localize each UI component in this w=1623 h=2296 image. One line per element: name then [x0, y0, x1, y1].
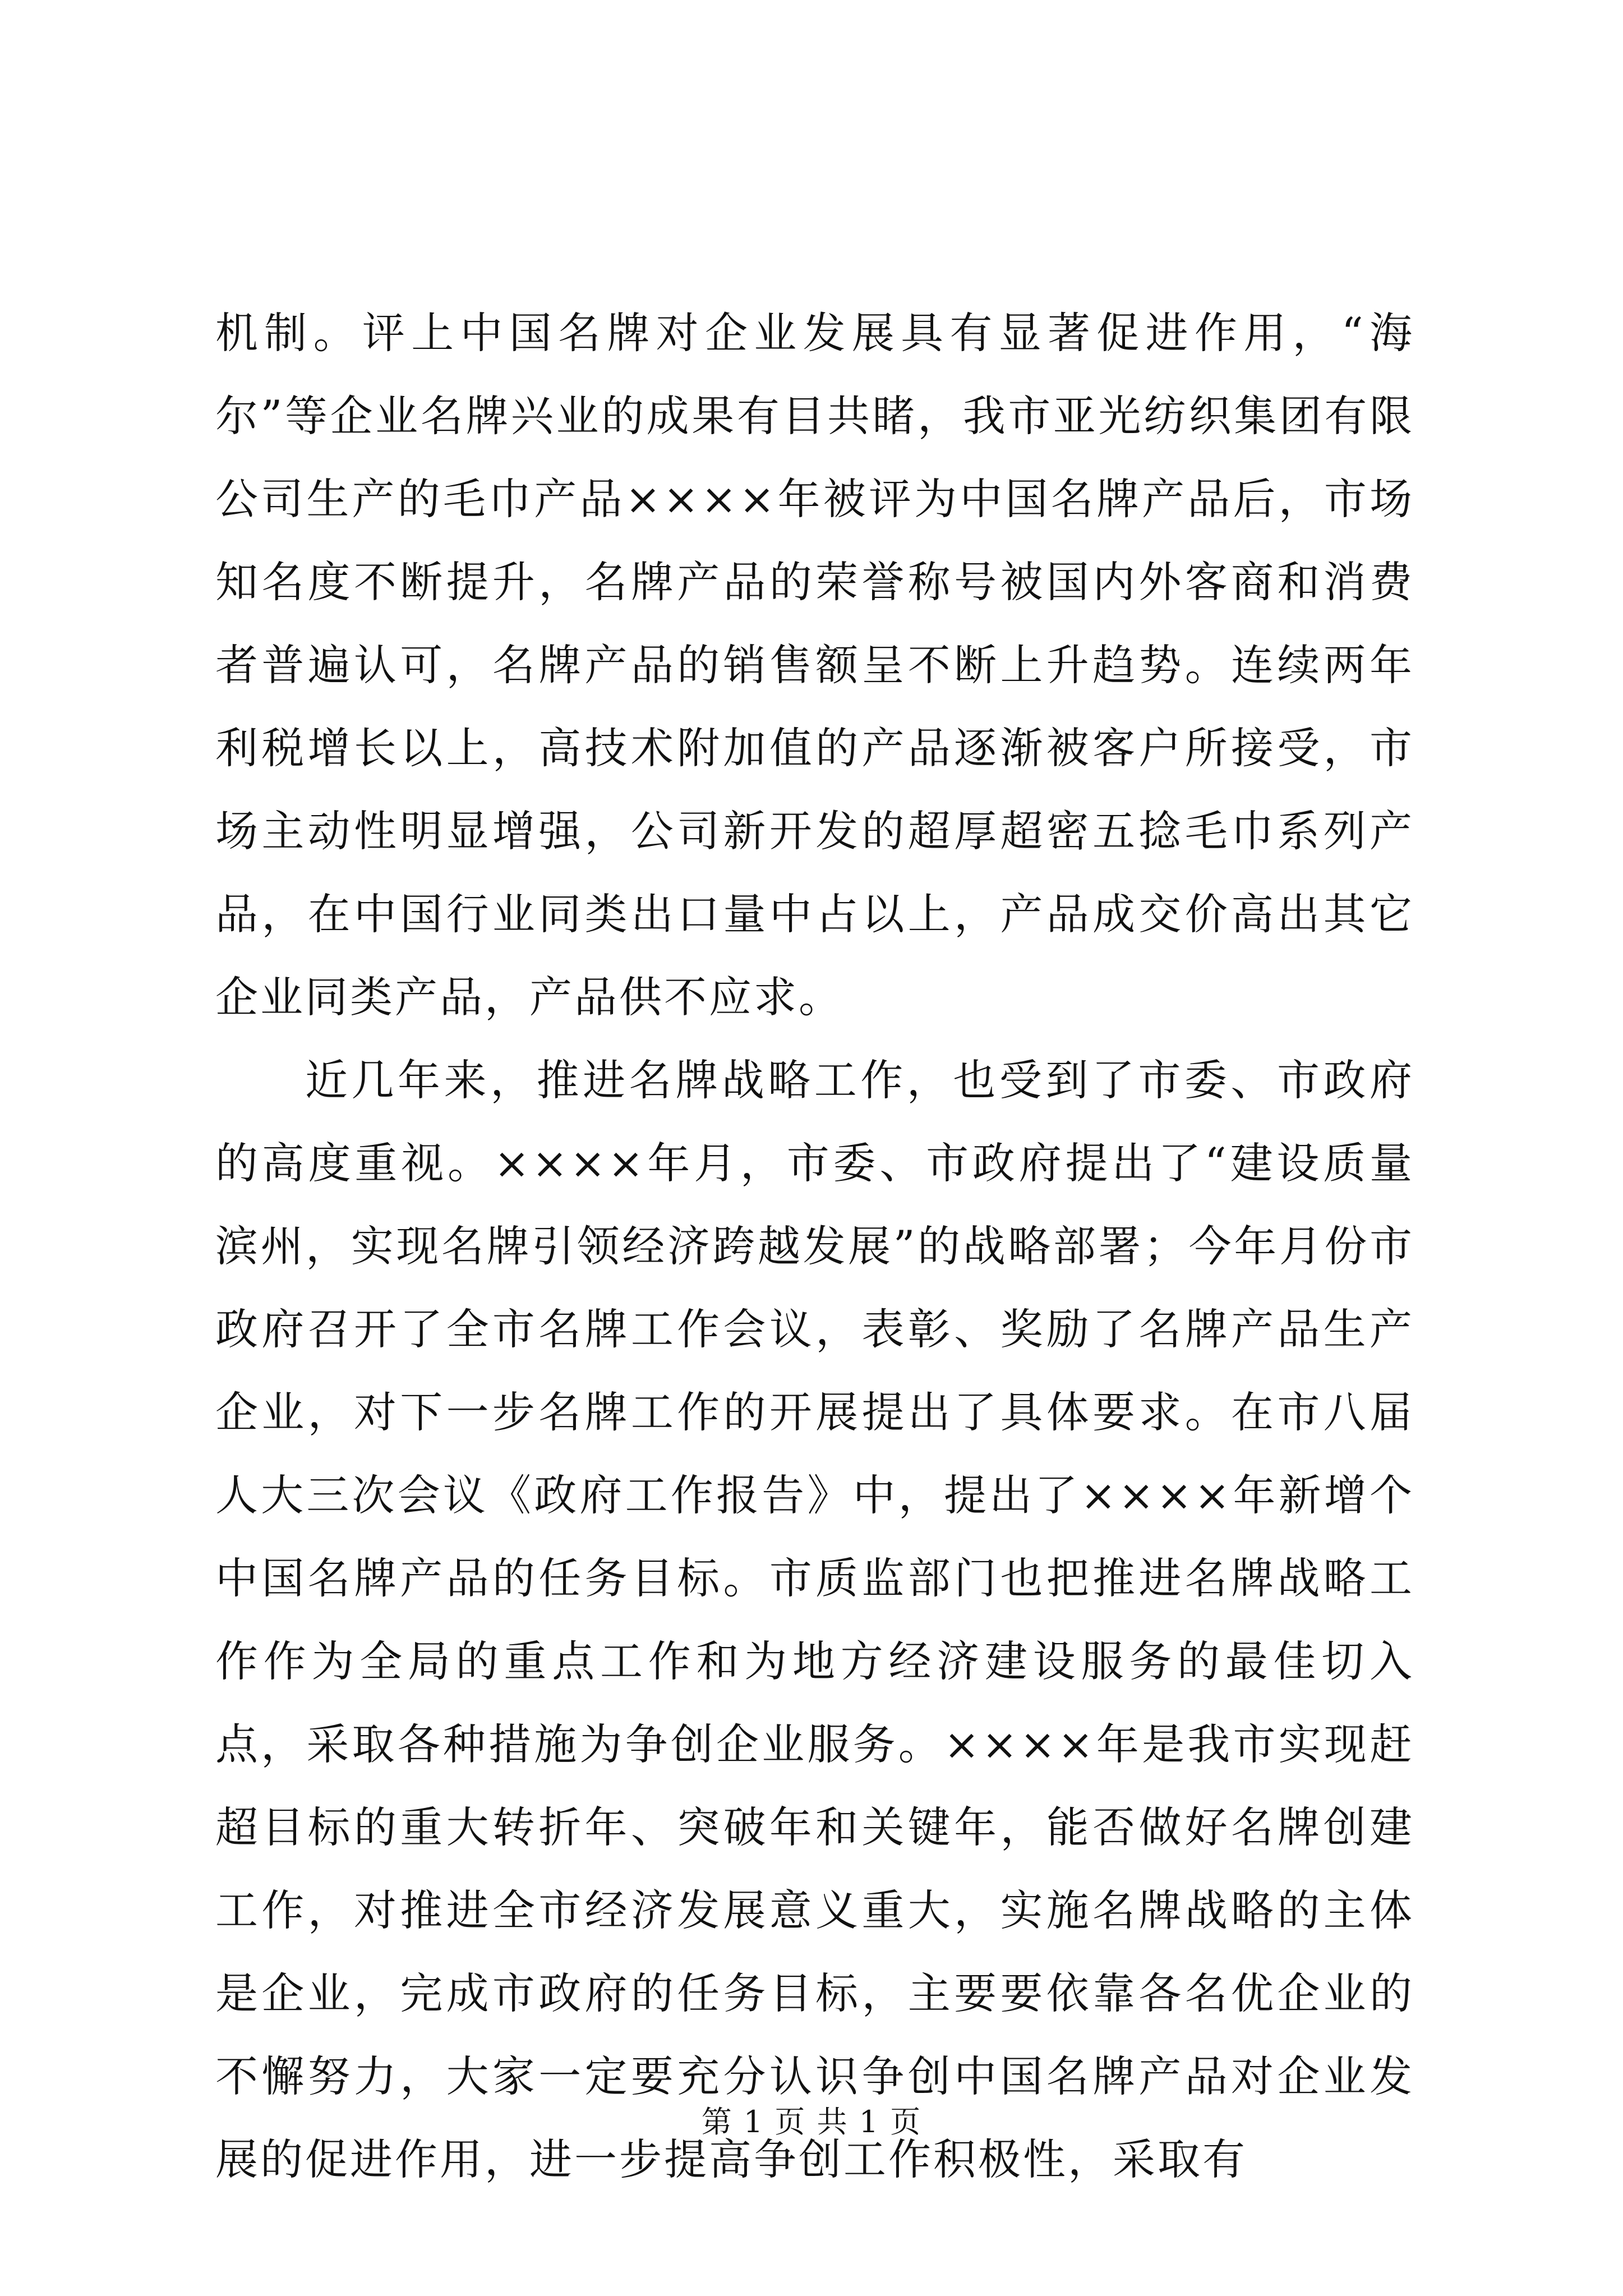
page-footer: 第 1 页 共 1 页 [701, 2104, 922, 2139]
paragraph: 机制。评上中国名牌对企业发展具有显著促进作用，“海尔”等企业名牌兴业的成果有目共睹，我市亚光纺织集团有限公司生产的毛巾产品××××年被评为中国名牌产品后，市场知名度不断提升，名牌产品的荣誉称号被国内外客商和消费者普遍认可，名牌产品的销售额呈不断上升趋势。连续两年利税增长以上，高技术附加值的产品逐渐被客户所接受，市场主动性明显增强，公司新开发的超厚超密五捻毛巾系列产品，在中国行业同类出口量中占以上，产品成交价高出其它企业同类产品，产品供不应求。 [215, 308, 1414, 1022]
paragraph: 近几年来，推进名牌战略工作，也受到了市委、市政府的高度重视。××××年月，市委、市政府提出了“建设质量滨州，实现名牌引领经济跨越发展”的战略部署；今年月份市政府召开了全市名牌工作会议，表彰、奖励了名牌产品生产企业，对下一步名牌工作的开展提出了具体要求。在市八届人大三次会议《政府工作报告》中，提出了××××年新增个中国名牌产品的任务目标。市质监部门也把推进名牌战略工作作为全局的重点工作和为地方经济建设服务的最佳切入点，采取各种措施为争创企业服务。××××年是我市实现赶超目标的重大转折年、突破年和关键年，能否做好名牌创建工作，对推进全市经济发展意义重大，实施名牌战略的主体是企业，完成市政府的任务目标，主要要依靠各名优企业的不懈努力，大家一定要充分认识争创中国名牌产品对企业发展的促进作用，进一步提高争创工作积极性，采取有 [215, 1055, 1414, 2184]
document-body [215, 292, 1414, 2201]
